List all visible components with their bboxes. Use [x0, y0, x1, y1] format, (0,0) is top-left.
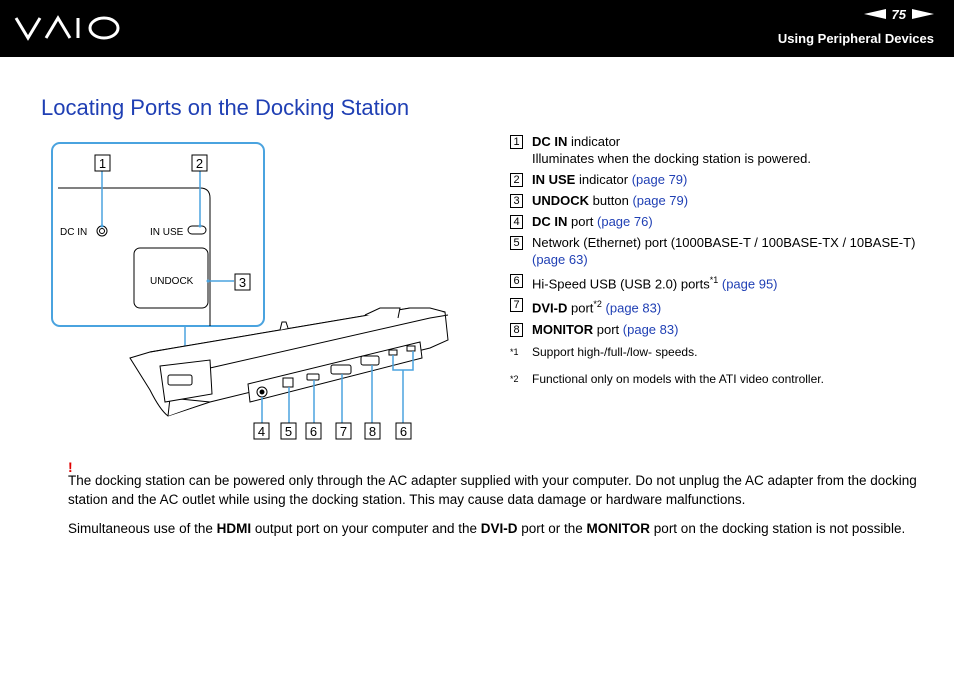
callout-6a	[306, 423, 321, 439]
svg-text:3: 3	[238, 275, 247, 290]
callout-8	[365, 423, 380, 439]
page-link[interactable]: (page 83)	[622, 321, 679, 337]
page-link[interactable]: (page 63)	[532, 252, 588, 267]
callout-7	[336, 423, 351, 439]
callout-5	[281, 423, 296, 439]
page-title: Locating Ports on the Docking Station	[41, 95, 410, 120]
callout-1	[95, 155, 110, 171]
warning-icon: !	[68, 459, 73, 475]
page-link[interactable]: (page 76)	[597, 214, 653, 229]
list-item: 5 Network (Ethernet) port (1000BASE-T / 100BASE-TX / 10BASE-T) (page 63)	[510, 234, 930, 268]
svg-text:2: 2	[195, 156, 204, 171]
port-list	[510, 133, 930, 388]
prev-page-icon[interactable]	[864, 7, 886, 22]
list-item: 7 DVI-D port$^{*2}$ (page 83)	[510, 296, 930, 316]
footnote: *1 Support high-/full-/low- speeds.	[510, 344, 698, 359]
section-title: Using Peripheral Devices	[777, 31, 934, 46]
next-page-icon[interactable]	[912, 7, 934, 22]
svg-text:8: 8	[368, 424, 377, 439]
label-undock: UNDOCK	[150, 276, 194, 287]
label-dc-in: DC IN	[60, 227, 88, 238]
svg-text:7: 7	[339, 424, 348, 439]
svg-text:5: 5	[284, 424, 293, 439]
list-item: 1 DC IN indicator Illuminates when the docking station is powered.	[510, 133, 930, 167]
list-item: 2 IN USE indicator (page 79)	[510, 171, 930, 188]
svg-text:4: 4	[257, 424, 266, 439]
page-number: 75	[891, 7, 906, 22]
list-item: 8 MONITOR port (page 83)	[510, 321, 930, 338]
callout-2	[192, 155, 207, 171]
notes	[68, 472, 918, 550]
vaio-logo	[14, 14, 124, 42]
page-link[interactable]: (page 79)	[631, 172, 688, 187]
note-hdmi: Simultaneous use of the HDMI output port on your computer and the DVI-D port or the MONITOR port on the docking station is not possible.	[68, 521, 906, 536]
note-power: The docking station can be powered only through the AC adapter supplied with your computer. Do not unplug the AC adapter from the docking station and the AC outlet while using the docking station. This may cause data damage or hardware malfunctions.	[68, 473, 917, 507]
callout-3	[235, 274, 250, 290]
docking-station-diagram	[50, 140, 460, 445]
list-item: 4 DC IN port (page 76)	[510, 213, 930, 230]
list-item: 3 UNDOCK button (page 79)	[510, 192, 930, 209]
page-link[interactable]: (page 95)	[718, 276, 778, 292]
svg-text:1: 1	[98, 156, 107, 171]
label-in-use: IN USE	[150, 227, 184, 238]
page-link[interactable]: (page 83)	[601, 300, 662, 316]
page-nav	[864, 7, 934, 22]
callout-6b	[396, 423, 411, 439]
footnote: *2 Functional only on models with the ATI video controller.	[510, 371, 824, 386]
svg-text:6: 6	[399, 424, 408, 439]
svg-text:6: 6	[309, 424, 318, 439]
list-item: 6 Hi-Speed USB (USB 2.0) ports$^{*1}$ (page 95)	[510, 272, 930, 292]
page-link[interactable]: (page 79)	[632, 193, 689, 208]
header-bar	[0, 0, 954, 57]
callout-4	[254, 423, 269, 439]
